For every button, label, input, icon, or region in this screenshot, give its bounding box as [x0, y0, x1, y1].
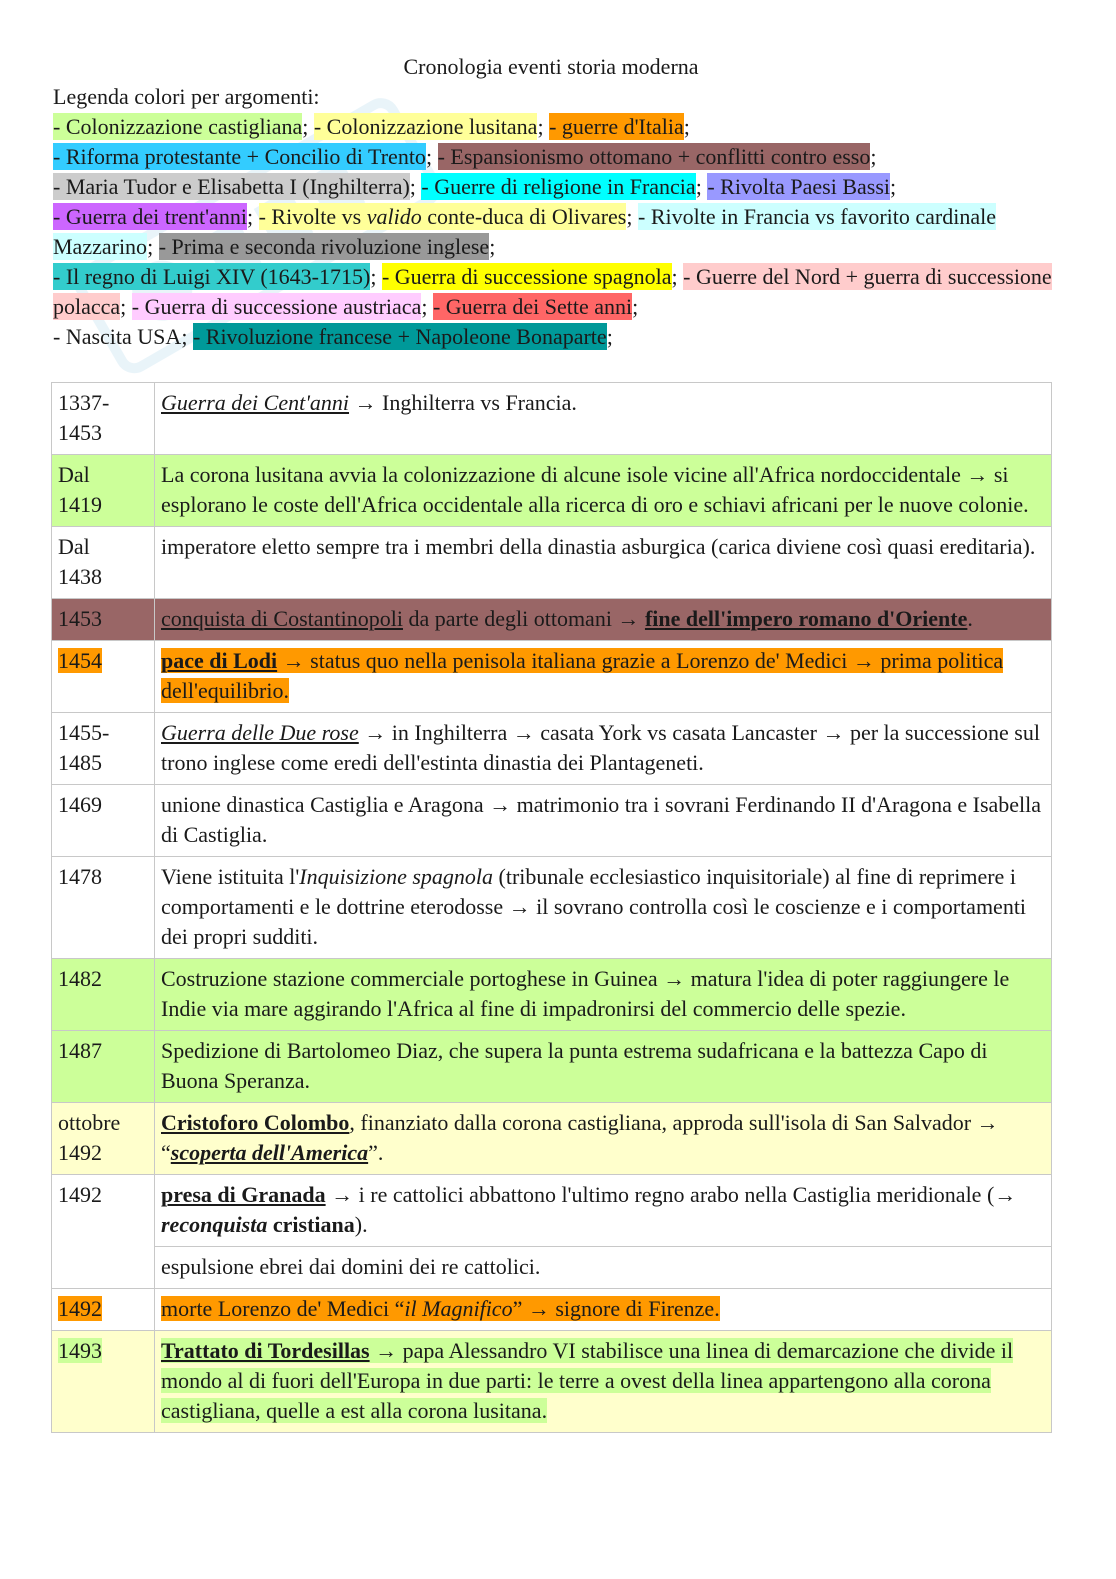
row-event: Viene istituita l'Inquisizione spagnola (tribunale ecclesiastico inquisitoriale) al fine di reprimere i comportamenti e le dottrine eterodosse → il sovrano controlla così le coscienze e i comportamenti dei propri sudditi. [155, 857, 1052, 959]
row-event: espulsione ebrei dai domini dei re cattolici. [155, 1247, 1052, 1289]
legend-paesi-bassi: - Rivolta Paesi Bassi [707, 174, 891, 199]
row-date: 1454 [52, 641, 155, 713]
row-date: 1482 [52, 959, 155, 1031]
table-row [52, 785, 1052, 857]
legend-ottomano: - Espansionismo ottomano + conflitti contro esso [437, 144, 871, 169]
legend-italia: - guerre d'Italia [549, 114, 684, 139]
table-row [52, 713, 1052, 785]
row-date: Dal 1419 [52, 455, 155, 527]
legend-tudor: - Maria Tudor e Elisabetta I (Inghilterra) [53, 174, 410, 199]
row-date: 1455- 1485 [52, 713, 155, 785]
row-event: Trattato di Tordesillas → papa Alessandro VI stabilisce una linea di demarcazione che divide il mondo al di fuori dell'Europa in due parti: le terre a ovest della linea appartengono alla corona castigliana, quelle a est alla corona lusitana. [155, 1331, 1052, 1433]
color-legend: Legenda colori per argomenti: - Colonizzazione castigliana; - Colonizzazione lusitana; - guerre d'Italia; - Riforma protestante + Concilio di Trento; - Espansionismo ottomano + conflitti contro esso; - Maria Tudor e Elisabetta I (Inghilterra); - Guerre di religione in Francia; - Rivolta Paesi Bassi; - Guerra dei trent'anni; - Rivolte vs valido conte-duca di Olivares; - Rivolte in Francia vs favorito cardinale Mazzarino; - Prima e seconda rivoluzione inglese; - Il regno di Luigi XIV (1643-1715); - Guerra di successione spagnola; - Guerre del Nord + guerra di successione polacca; - Guerra di successione austriaca; - Guerra dei Sette anni; - Nascita USA; - Rivoluzione francese + Napoleone Bonaparte; [53, 82, 1055, 352]
table-row [52, 1331, 1052, 1433]
legend-heading: Legenda colori per argomenti: [53, 84, 320, 109]
row-date: 1493 [52, 1331, 155, 1433]
timeline-table [51, 382, 1052, 1433]
row-date: 1492 [52, 1175, 155, 1289]
table-row [52, 641, 1052, 713]
table-row [52, 383, 1052, 455]
row-event: La corona lusitana avvia la colonizzazione di alcune isole vicine all'Africa nordoccidentale → si esplorano le coste dell'Africa occidentale alla ricerca di oro e schiavi africani per le nuove colonie. [155, 455, 1052, 527]
row-date: ottobre 1492 [52, 1103, 155, 1175]
legend-sette-anni: - Guerra dei Sette anni [432, 294, 633, 319]
row-event: Guerra delle Due rose → in Inghilterra → casata York vs casata Lancaster → per la successione sul trono inglese come eredi dell'estinta dinastia dei Plantageneti. [155, 713, 1052, 785]
table-row [52, 599, 1052, 641]
legend-olivares: - Rivolte vs valido conte-duca di Olivares [258, 204, 627, 229]
legend-religione: - Guerre di religione in Francia [421, 174, 696, 199]
row-event: presa di Granada → i re cattolici abbattono l'ultimo regno arabo nella Castiglia meridionale (→ reconquista cristiana). [155, 1175, 1052, 1247]
legend-riforma: - Riforma protestante + Concilio di Trento [53, 144, 426, 169]
row-event: Costruzione stazione commerciale portoghese in Guinea → matura l'idea di poter raggiungere le Indie via mare aggirando l'Africa al fine di impadronirsi del commercio delle spezie. [155, 959, 1052, 1031]
row-date: 1337- 1453 [52, 383, 155, 455]
legend-trentanni: - Guerra dei trent'anni [53, 204, 247, 229]
legend-successione-spagnola: - Guerra di successione spagnola [381, 264, 672, 289]
row-date: 1478 [52, 857, 155, 959]
row-event: unione dinastica Castiglia e Aragona → matrimonio tra i sovrani Ferdinando II d'Aragona e Isabella di Castiglia. [155, 785, 1052, 857]
row-event: pace di Lodi → status quo nella penisola italiana grazie a Lorenzo de' Medici → prima politica dell'equilibrio. [155, 641, 1052, 713]
row-event: morte Lorenzo de' Medici “il Magnifico” → signore di Firenze. [155, 1289, 1052, 1331]
row-date: 1492 [52, 1289, 155, 1331]
table-row [52, 1175, 1052, 1247]
table-row [52, 1247, 1052, 1289]
legend-mazzarino: - Rivolte in Francia vs favorito cardinale Mazzarino [53, 204, 996, 259]
row-date: 1453 [52, 599, 155, 641]
row-event: conquista di Costantinopoli da parte degli ottomani → fine dell'impero romano d'Oriente. [155, 599, 1052, 641]
table-row [52, 527, 1052, 599]
legend-luigi-xiv: - Il regno di Luigi XIV (1643-1715) [53, 264, 371, 289]
legend-guerre-nord: - Guerre del Nord + guerra di successione polacca [53, 264, 1052, 319]
row-event: Cristoforo Colombo, finanziato dalla corona castigliana, approda sull'isola di San Salvador → “scoperta dell'America”. [155, 1103, 1052, 1175]
legend-lusitana: - Colonizzazione lusitana [313, 114, 538, 139]
table-row [52, 857, 1052, 959]
document-title: Cronologia eventi storia moderna [403, 54, 699, 79]
row-date: 1469 [52, 785, 155, 857]
row-event: Guerra dei Cent'anni → Inghilterra vs Francia. [155, 383, 1052, 455]
table-row [52, 959, 1052, 1031]
legend-castigliana: - Colonizzazione castigliana [53, 114, 303, 139]
table-row [52, 455, 1052, 527]
legend-usa: - Nascita USA [53, 324, 182, 349]
row-event: imperatore eletto sempre tra i membri della dinastia asburgica (carica diviene così quasi ereditaria). [155, 527, 1052, 599]
row-date: 1487 [52, 1031, 155, 1103]
table-row [52, 1031, 1052, 1103]
table-row [52, 1103, 1052, 1175]
legend-rivoluzione-francese: - Rivoluzione francese + Napoleone Bonaparte [192, 324, 607, 349]
row-event: Spedizione di Bartolomeo Diaz, che supera la punta estrema sudafricana e la battezza Capo di Buona Speranza. [155, 1031, 1052, 1103]
legend-successione-austriaca: - Guerra di successione austriaca [131, 294, 422, 319]
document-page [53, 52, 1055, 352]
row-date: Dal 1438 [52, 527, 155, 599]
legend-rivoluzione-inglese: - Prima e seconda rivoluzione inglese [158, 234, 490, 259]
table-row [52, 1289, 1052, 1331]
